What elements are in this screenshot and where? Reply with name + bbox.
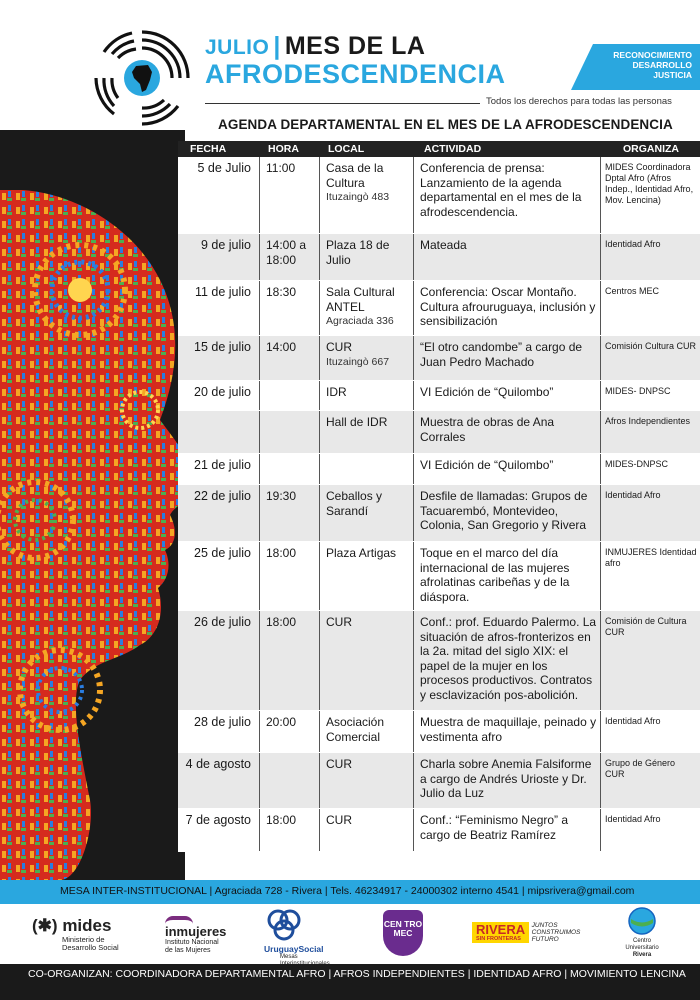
uruguay-social-sub: Mesas — [280, 954, 298, 960]
mides-logo — [32, 916, 119, 952]
cell-fecha-text: 15 de julio — [194, 340, 251, 354]
cell-actividad — [414, 454, 601, 484]
table-row — [178, 485, 700, 542]
tagline: Todos los derechos para todas las personas — [486, 96, 672, 107]
cell-hora-text: 14:00 — [266, 340, 297, 354]
table-row — [178, 809, 700, 852]
cell-local — [320, 336, 414, 380]
cell-local — [320, 281, 414, 335]
cell-local-text: Plaza 18 de Julio — [326, 238, 390, 267]
cell-organiza — [601, 611, 700, 710]
cell-organiza — [601, 157, 700, 233]
cell-organiza-text: INMUJERES Identidad afro — [605, 547, 697, 568]
cell-local — [320, 485, 414, 541]
cell-hora-text: 11:00 — [266, 161, 296, 175]
cell-fecha-text: 25 de julio — [194, 546, 251, 560]
cell-hora-text: 18:30 — [266, 285, 297, 299]
uruguay-social-logo — [264, 908, 330, 968]
cell-local — [320, 711, 414, 752]
cell-local — [320, 381, 414, 410]
cell-hora — [260, 809, 320, 851]
cell-local — [320, 611, 414, 710]
cell-actividad-text: Mateada — [420, 238, 467, 252]
table-row — [178, 281, 700, 336]
cell-local — [320, 542, 414, 610]
table-row — [178, 381, 700, 411]
cell-actividad-text: Conferencia de prensa: Lanzamiento de la agenda departamental en el mes de la afrodescendencia. — [420, 161, 582, 219]
cell-organiza — [601, 485, 700, 541]
cell-hora — [260, 411, 320, 453]
cell-fecha — [178, 234, 260, 280]
cell-hora — [260, 336, 320, 380]
cell-organiza-text: Identidad Afro — [605, 239, 661, 249]
cell-organiza-text: Comisión Cultura CUR — [605, 341, 697, 351]
cell-organiza-text: MIDES Coordinadora Dptal Afro (Afros Indep., Identidad Afro, Mov. Lencina) — [605, 162, 694, 205]
cell-actividad — [414, 611, 601, 710]
table-row — [178, 411, 700, 454]
cell-fecha — [178, 381, 260, 410]
badge-line: RECONOCIMIENTO — [613, 50, 692, 60]
cell-fecha-text: 4 de agosto — [185, 757, 251, 771]
rivera-slogan: JUNTOS CONSTRUIMOS FUTURO — [531, 922, 581, 943]
table-row — [178, 157, 700, 234]
header-hora: HORA — [268, 143, 299, 155]
cell-local — [320, 753, 414, 808]
cell-local-text: Sala Cultural ANTEL — [326, 285, 395, 314]
uruguay-social-knot-icon — [264, 908, 304, 942]
rivera-sub: SIN FRONTERAS — [476, 936, 521, 942]
table-row — [178, 234, 700, 281]
sponsor-logos — [0, 904, 700, 964]
title-block — [205, 32, 506, 90]
badge-line: JUSTICIA — [653, 70, 692, 80]
cell-organiza-text: Afros Independientes — [605, 416, 691, 426]
cell-fecha-text: 5 de Julio — [197, 161, 251, 175]
mides-asterisk-icon: (✱) — [32, 916, 58, 935]
cell-organiza-text: Identidad Afro — [605, 814, 661, 824]
table-row — [178, 611, 700, 711]
cell-actividad — [414, 336, 601, 380]
cell-organiza-text: Comisión de Cultura CUR — [605, 616, 687, 637]
rivera-name: RIVERA — [476, 922, 526, 937]
badge-corner-shape — [571, 44, 593, 90]
cell-actividad-text: Muestra de maquillaje, peinado y vestimenta afro — [420, 715, 597, 744]
cell-organiza-text: MIDES-DNPSC — [605, 459, 669, 469]
cell-fecha — [178, 411, 260, 453]
cell-hora-text: 18:00 — [266, 615, 297, 629]
centro-mec-name: CEN TRO MEC — [383, 919, 423, 938]
cell-fecha — [178, 753, 260, 808]
header-rule — [205, 103, 480, 104]
cell-local-text: CUR — [326, 615, 352, 629]
cell-fecha — [178, 336, 260, 380]
cell-local-text: Plaza Artigas — [326, 546, 397, 560]
cell-organiza — [601, 711, 700, 752]
cell-local-text: CUR — [326, 813, 352, 827]
cell-organiza-text: Centros MEC — [605, 286, 660, 296]
cell-fecha — [178, 485, 260, 541]
cell-organiza — [601, 411, 700, 453]
cell-actividad — [414, 542, 601, 610]
cell-hora-text: 18:00 — [266, 546, 297, 560]
cell-local-text: CUR — [326, 757, 352, 771]
title-line-2: AFRODESCENDENCIA — [205, 59, 506, 89]
cell-actividad — [414, 711, 601, 752]
cell-hora — [260, 485, 320, 541]
cell-organiza — [601, 753, 700, 808]
co-organizers-text: CO-ORGANIZAN: COORDINADORA DEPARTAMENTAL AFRO | AFROS INDEPENDIENTES | IDENTIDAD AFRO | MOVIMIENTO LENCINA — [28, 968, 686, 980]
cell-actividad-text: Charla sobre Anemia Falsiforme a cargo de Andrés Urioste y Dr. Julio da Luz — [420, 757, 592, 800]
table-body — [178, 157, 700, 852]
cell-actividad-text: Desfile de llamadas: Grupos de Tacuarembó, Montevideo, Colonia, San Gregorio y Rivera — [420, 489, 588, 532]
cell-local-text: Ceballos y Sarandí — [326, 489, 383, 518]
cell-local-address: Agraciada 336 — [326, 315, 394, 327]
mides-name: mides — [62, 916, 112, 935]
inmujeres-sub: Instituto Nacional — [165, 939, 219, 946]
cell-local-address: Ituzaingò 483 — [326, 191, 390, 203]
cell-hora — [260, 542, 320, 610]
cell-actividad — [414, 411, 601, 453]
cell-hora-text: 20:00 — [266, 715, 297, 729]
mides-sub: Ministerio de — [62, 935, 105, 944]
cell-actividad-text: VI Edición de “Quilombo” — [420, 458, 554, 472]
cell-local — [320, 157, 414, 233]
cell-organiza-text: Grupo de Género CUR — [605, 758, 676, 779]
cell-organiza — [601, 281, 700, 335]
header-local: LOCAL — [328, 143, 365, 155]
cur-sub: Universitario — [625, 945, 659, 951]
cell-fecha-text: 28 de julio — [194, 715, 251, 729]
cell-fecha — [178, 611, 260, 710]
cell-hora — [260, 157, 320, 233]
header-actividad: ACTIVIDAD — [424, 143, 482, 155]
table-header — [178, 141, 700, 157]
cell-fecha-text: 11 de julio — [194, 285, 251, 299]
cell-fecha-text: 9 de julio — [200, 238, 251, 252]
table-row — [178, 336, 700, 381]
cell-local-address: Ituzaingò 667 — [326, 355, 390, 368]
cell-fecha — [178, 711, 260, 752]
inmujeres-name: inmujeres — [165, 924, 227, 939]
cell-organiza-text: Identidad Afro — [605, 490, 661, 500]
cell-local — [320, 809, 414, 851]
cell-local — [320, 454, 414, 484]
cell-organiza — [601, 454, 700, 484]
africa-swirl-logo-icon — [92, 28, 192, 128]
cell-organiza-text: Identidad Afro — [605, 716, 661, 726]
cell-hora — [260, 753, 320, 808]
cell-hora-text: 18:00 — [266, 813, 297, 827]
title-separator: | — [273, 32, 281, 60]
cell-fecha — [178, 157, 260, 233]
table-row — [178, 711, 700, 753]
cell-organiza-text: MIDES- DNPSC — [605, 386, 671, 396]
table-row — [178, 454, 700, 485]
cur-globe-icon — [627, 906, 657, 936]
inmujeres-wave-icon — [165, 916, 193, 924]
cur-sub: Centro — [632, 938, 651, 944]
mides-sub: Desarrollo Social — [62, 943, 119, 952]
header-fecha: FECHA — [190, 143, 227, 155]
cell-actividad — [414, 809, 601, 851]
cell-local-text: Asociación Comercial — [326, 715, 385, 744]
title-line-1 — [205, 32, 506, 61]
cur-sub: Rivera — [632, 952, 652, 958]
cell-organiza — [601, 234, 700, 280]
cell-fecha-text: 20 de julio — [194, 385, 251, 399]
agenda-table — [178, 141, 700, 852]
cell-organiza — [601, 809, 700, 851]
cell-local-text: Hall de IDR — [326, 415, 388, 429]
cell-hora-text: 19:30 — [266, 489, 297, 503]
cell-local — [320, 234, 414, 280]
badge-line: DESARROLLO — [632, 60, 692, 70]
cell-fecha-text: 7 de agosto — [185, 813, 251, 827]
cell-actividad-text: “El otro candombe” a cargo de Juan Pedro Machado — [420, 340, 583, 369]
profile-silhouette-illustration — [0, 190, 200, 880]
cell-hora — [260, 381, 320, 410]
cell-fecha-text: 26 de julio — [194, 615, 251, 629]
cell-actividad-text: VI Edición de “Quilombo” — [420, 385, 554, 399]
cell-organiza — [601, 542, 700, 610]
cell-fecha — [178, 542, 260, 610]
rivera-logo — [472, 922, 598, 943]
cell-actividad-text: Toque en el marco del día internacional de las mujeres afrolatinas caribeñas y de la diáspora. — [420, 546, 570, 604]
cell-local-text: IDR — [326, 385, 347, 399]
cell-hora — [260, 711, 320, 752]
centro-mec-logo — [383, 910, 423, 956]
cell-fecha — [178, 281, 260, 335]
cell-actividad — [414, 485, 601, 541]
cell-fecha-text: 22 de julio — [194, 489, 251, 503]
uruguay-social-name: UruguaySocial — [264, 944, 324, 954]
cell-actividad-text: Conf.: prof. Eduardo Palermo. La situación de afros-fronterizos en la 2a. mitad del siglo XIX: el papel de la mujer en los procesos productivos. Contratos y esclavización pos-abolición. — [420, 615, 597, 702]
cell-fecha — [178, 809, 260, 851]
cur-logo — [622, 906, 662, 959]
cell-actividad — [414, 381, 601, 410]
title-month: JULIO — [205, 36, 270, 59]
footer-contact-text: MESA INTER-INSTITUCIONAL | Agraciada 728 - Rivera | Tels. 46234917 - 24000302 interno 4541 | mipsrivera@gmail.com — [60, 885, 635, 897]
cell-organiza — [601, 336, 700, 380]
cell-actividad-text: Conf.: “Feminismo Negro” a cargo de Beatriz Ramírez — [420, 813, 569, 842]
cell-hora — [260, 611, 320, 710]
table-row — [178, 753, 700, 809]
inmujeres-sub: de las Mujeres — [165, 947, 211, 954]
inmujeres-logo — [165, 916, 226, 955]
cell-actividad-text: Conferencia: Oscar Montaño. Cultura afrouruguaya, inclusión y sensibilización — [420, 285, 596, 328]
cell-fecha-text: 21 de julio — [194, 458, 251, 472]
cell-hora — [260, 281, 320, 335]
header-organiza: ORGANIZA — [623, 143, 679, 155]
title-text-1: MES DE LA — [284, 32, 426, 60]
cell-hora — [260, 454, 320, 484]
table-row — [178, 542, 700, 611]
cell-hora-text: 14:00 a 18:00 — [266, 238, 307, 267]
cell-actividad — [414, 281, 601, 335]
cell-actividad — [414, 234, 601, 280]
cell-organiza — [601, 381, 700, 410]
cell-local-text: Casa de la Cultura — [326, 161, 384, 190]
cell-fecha — [178, 454, 260, 484]
agenda-title: AGENDA DEPARTAMENTAL EN EL MES DE LA AFRODESCENDENCIA — [218, 117, 673, 132]
cell-local — [320, 411, 414, 453]
cell-local-text: CUR — [326, 340, 352, 354]
cell-actividad — [414, 753, 601, 808]
cell-hora — [260, 234, 320, 280]
cell-actividad-text: Muestra de obras de Ana Corrales — [420, 415, 555, 444]
cell-actividad — [414, 157, 601, 233]
